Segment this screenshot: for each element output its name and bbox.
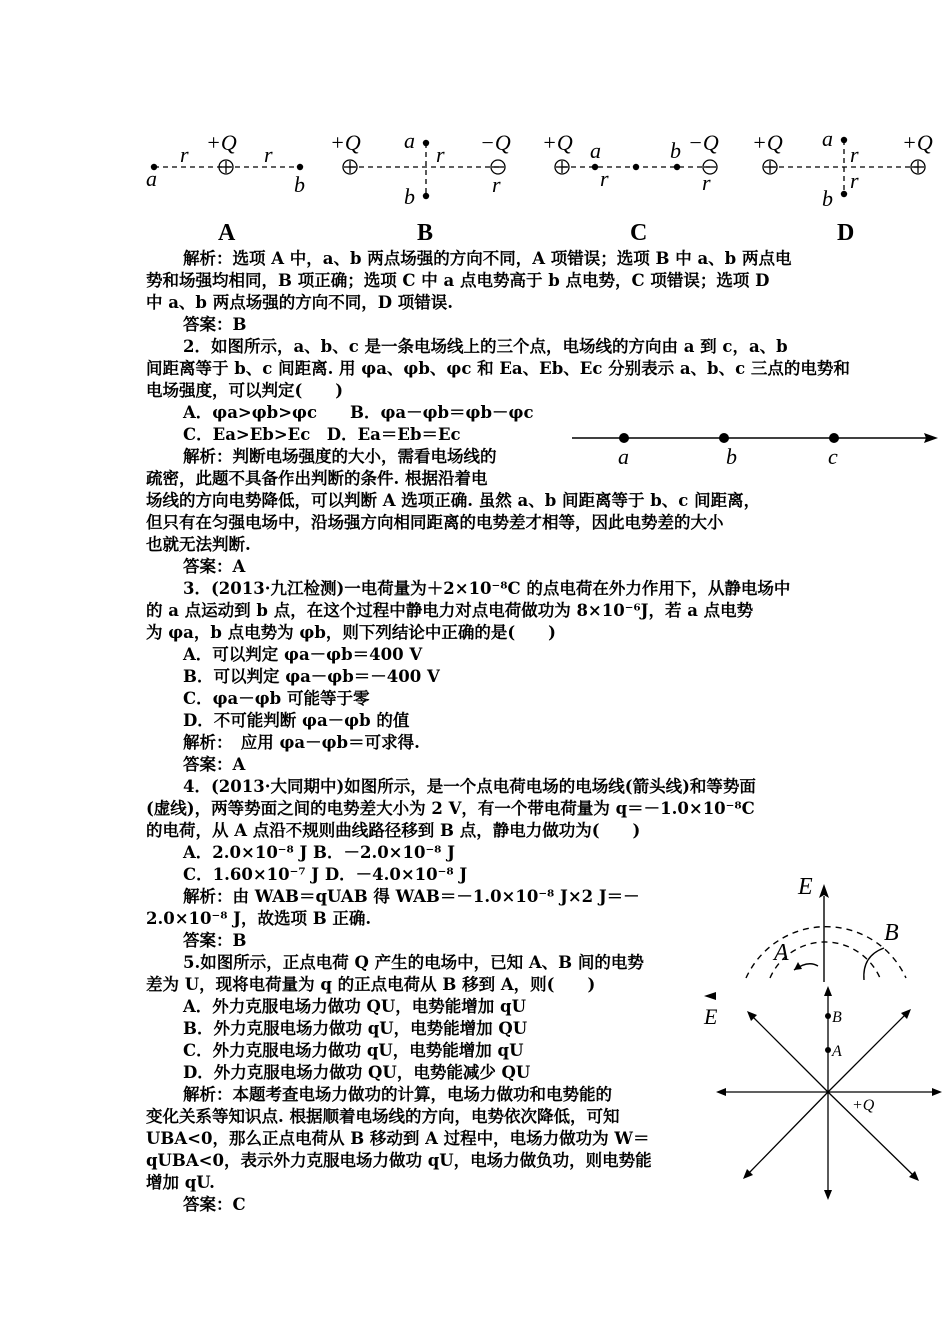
label-b: b — [726, 444, 737, 469]
q5-analysis-line: 变化关系等知识点. 根据顺着电场线的方向，电势依次降低，可知 — [146, 1107, 620, 1126]
label-e: E — [798, 874, 813, 900]
label-b: b — [404, 184, 415, 209]
label-a: A — [832, 1043, 842, 1060]
label-b: b — [822, 186, 833, 211]
label-r: r — [264, 142, 273, 167]
q5-stem-line: 5.如图所示，正点电荷 Q 产生的电场中，已知 A、B 间的电势 — [183, 953, 644, 972]
q5-point-charge-field-figure — [700, 982, 942, 1204]
label-pos-charge: +Q — [206, 130, 237, 155]
q2-answer: 答案：A — [183, 557, 246, 576]
q4-analysis-line: 2.0×10⁻⁸ J，故选项 B 正确. — [146, 909, 372, 928]
label-r: r — [850, 142, 859, 167]
label-r: r — [600, 166, 609, 191]
q1-analysis-line: 解析：选项 A 中，a、b 两点场强的方向不同，A 项错误；选项 B 中 a、b 两点电 — [183, 249, 792, 268]
panel-label-a: A — [218, 220, 236, 246]
q2-analysis-line: 也就无法判断. — [146, 535, 251, 554]
q3-option: D．不可能判断 φa－φb 的值 — [183, 711, 410, 730]
q5-stem-line: 差为 U，现将电荷量为 q 的正点电荷从 B 移到 A，则( ) — [146, 975, 596, 994]
label-r: r — [436, 142, 445, 167]
q4-stem-line: (虚线)，两等势面之间的电势差大小为 2 V，有一个带电荷量为 q＝－1.0×10⁻⁸C — [146, 799, 755, 818]
q5-option: A．外力克服电场力做功 QU，电势能增加 qU — [183, 997, 526, 1016]
q1-analysis-line: 中 a、b 两点场强的方向不同，D 项错误. — [146, 293, 454, 312]
label-pos-charge: +Q — [542, 130, 573, 155]
q4-option: A．2.0×10⁻⁸ J B．－2.0×10⁻⁸ J — [183, 843, 455, 862]
q5-analysis-line: 增加 qU. — [146, 1173, 215, 1192]
q2-field-line-figure — [568, 424, 942, 472]
label-b: b — [294, 172, 305, 197]
label-pos-charge: +Q — [752, 130, 783, 155]
label-pos-charge: +Q — [852, 1097, 875, 1114]
q2-analysis-line: 场线的方向电势降低，可以判断 A 选项正确. 虽然 a、b 间距离等于 b、c 间距离， — [146, 491, 761, 510]
label-a: a — [404, 128, 415, 153]
q3-option: C．φa－φb 可能等于零 — [183, 689, 370, 708]
panel-label-c: C — [630, 220, 648, 246]
q3-stem-line: 3．(2013·九江检测)一电荷量为＋2×10⁻⁸C 的点电荷在外力作用下，从静电场中 — [183, 579, 791, 598]
charge-configurations-figure — [140, 118, 940, 248]
q3-stem-line: 的 a 点运动到 b 点，在这个过程中静电力对点电荷做功为 8×10⁻⁶J，若 a 点电势 — [146, 601, 754, 620]
q3-answer: 答案：A — [183, 755, 246, 774]
q3-option: B．可以判定 φa－φb＝－400 V — [183, 667, 440, 686]
label-a: a — [822, 126, 833, 151]
label-b: b — [670, 138, 681, 163]
label-e: E — [704, 1004, 718, 1029]
q3-stem-line: 为 φa，b 点电势为 φb，则下列结论中正确的是( ) — [146, 623, 556, 642]
q5-analysis-line: UBA<0，那么正点电荷从 B 移动到 A 过程中，电场力做功为 W＝ — [146, 1129, 650, 1148]
q3-analysis: 解析： 应用 φa－φb＝可求得. — [183, 733, 420, 752]
q3-option: A．可以判定 φa－φb＝400 V — [183, 645, 423, 664]
label-a: a — [618, 444, 629, 469]
q5-option: D．外力克服电场力做功 QU，电势能减少 QU — [183, 1063, 531, 1082]
panel-label-b: B — [417, 220, 434, 246]
q1-answer: 答案：B — [183, 315, 247, 334]
panel-label-d: D — [837, 220, 855, 246]
q2-analysis-line: 解析：判断电场强度的大小，需看电场线的 — [183, 447, 497, 466]
q4-stem-line: 4．(2013·大同期中)如图所示，是一个点电荷电场的电场线(箭头线)和等势面 — [183, 777, 756, 796]
q2-analysis-line: 疏密，此题不具备作出判断的条件. 根据沿着电 — [146, 469, 488, 488]
q2-option: A．φa>φb>φc B．φa－φb＝φb－φc — [183, 403, 534, 422]
label-pos-charge: +Q — [330, 130, 361, 155]
q4-answer: 答案：B — [183, 931, 247, 950]
q2-analysis-line: 但只有在匀强电场中，沿场强方向相同距离的电势差才相等，因此电势差的大小 — [146, 513, 724, 532]
label-pos-charge: +Q — [902, 130, 933, 155]
q5-answer: 答案：C — [183, 1195, 246, 1214]
label-a: A — [774, 940, 789, 966]
q2-option: C．Ea>Eb>Ec D．Ea＝Eb＝Ec — [183, 425, 461, 444]
q2-stem-line: 电场强度，可以判定( ) — [146, 381, 344, 400]
label-a: a — [146, 166, 157, 191]
q4-option: C．1.60×10⁻⁷ J D．－4.0×10⁻⁸ J — [183, 865, 468, 884]
label-b: B — [832, 1009, 842, 1026]
q5-analysis-line: 解析：本题考查电场力做功的计算，电场力做功和电势能的 — [183, 1085, 612, 1104]
label-r: r — [702, 170, 711, 195]
label-r: r — [850, 168, 859, 193]
q5-analysis-line: qUBA<0，表示外力克服电场力做功 qU，电场力做负功，则电势能 — [146, 1151, 652, 1170]
label-r: r — [180, 142, 189, 167]
q5-option: C．外力克服电场力做功 qU，电势能增加 qU — [183, 1041, 524, 1060]
q2-stem-line: 2．如图所示，a、b、c 是一条电场线上的三个点，电场线的方向由 a 到 c，a、b — [183, 337, 788, 356]
q2-stem-line: 间距离等于 b、c 间距离. 用 φa、φb、φc 和 Ea、Eb、Ec 分别表示 a、b、c 三点的电势和 — [146, 359, 850, 378]
label-neg-charge: −Q — [688, 130, 719, 155]
q5-option: B．外力克服电场力做功 qU，电势能增加 QU — [183, 1019, 528, 1038]
label-c: c — [828, 444, 838, 469]
q4-equipotential-figure — [738, 874, 938, 994]
label-b: B — [884, 920, 899, 946]
label-a: a — [590, 138, 601, 163]
label-r: r — [492, 172, 501, 197]
q4-analysis-line: 解析：由 WAB＝qUAB 得 WAB＝－1.0×10⁻⁸ J×2 J＝－ — [183, 887, 640, 906]
q1-analysis-line: 势和场强均相同，B 项正确；选项 C 中 a 点电势高于 b 点电势，C 项错误；选项 D — [146, 271, 770, 290]
label-neg-charge: −Q — [480, 130, 511, 155]
q4-stem-line: 的电荷，从 A 点沿不规则曲线路径移到 B 点，静电力做功为( ) — [146, 821, 641, 840]
